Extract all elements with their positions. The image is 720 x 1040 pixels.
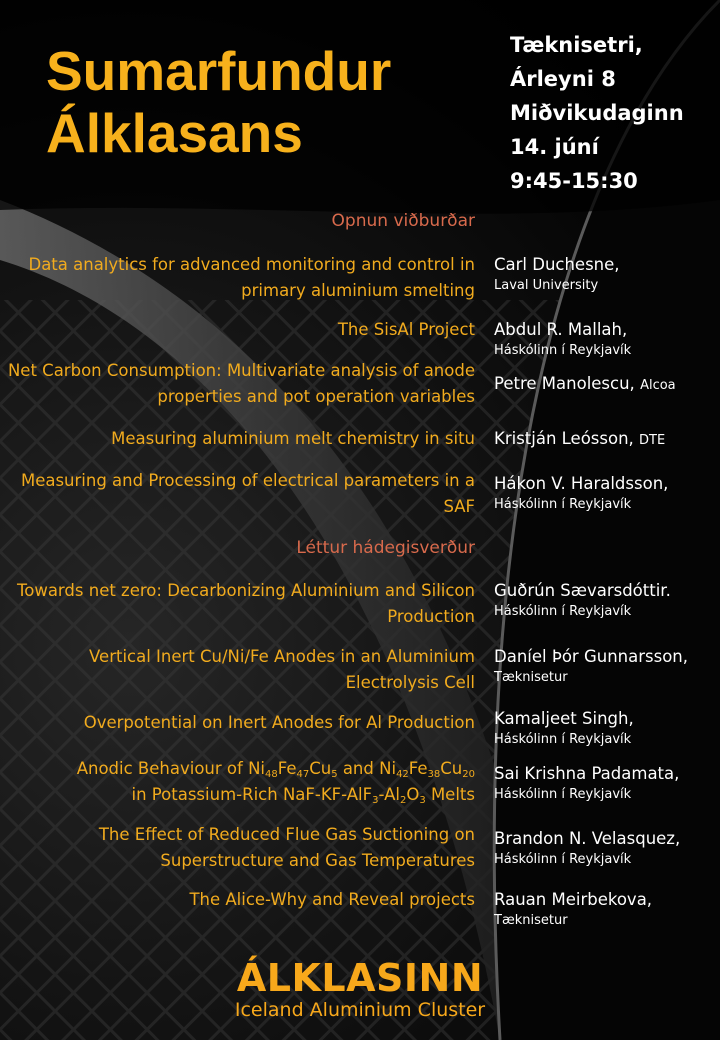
logo-tagline: Iceland Aluminium Cluster [234, 999, 486, 1021]
event-time: 9:45-15:30 [510, 169, 638, 193]
section-lunch: Léttur hádegisverður [296, 538, 475, 558]
speaker-affiliation: Laval University [494, 278, 599, 293]
speaker-name: Daníel Þór Gunnarsson, [494, 647, 688, 666]
speaker-name: Petre Manolescu, [494, 374, 635, 393]
subscript: 3 [419, 795, 426, 806]
logo-name: ÁLKLASINN [236, 956, 484, 1000]
event-info [510, 28, 715, 198]
event-location-line1: Tæknisetri, [510, 33, 643, 57]
subscript: 20 [462, 769, 475, 780]
title-text: Melts [425, 785, 475, 804]
title-text: Fe [277, 759, 297, 778]
subscript: 38 [427, 769, 441, 780]
talk-title: The SisAl Project [337, 320, 475, 339]
poster-title-line1: Sumarfundur [46, 40, 392, 102]
title-text: Cu [440, 759, 463, 778]
title-text: in Potassium-Rich [131, 785, 283, 804]
speaker-affiliation: Háskólinn í Reykjavík [494, 604, 632, 619]
talk-title: Data analytics for advanced monitoring and control in primary aluminium smelting [28, 255, 475, 300]
subscript: 3 [372, 795, 379, 806]
talk-speaker [494, 317, 718, 359]
title-text: -Al [378, 785, 400, 804]
subscript: 47 [296, 769, 310, 780]
speaker-affiliation: Háskólinn í Reykjavík [494, 343, 632, 358]
talk-title [5, 756, 475, 808]
talk-title: Net Carbon Consumption: Multivariate analysis of anode properties and pot operation variables [7, 361, 475, 406]
talk-speaker [494, 644, 718, 686]
talk-speaker [494, 761, 718, 803]
talk-title: Measuring aluminium melt chemistry in situ [111, 429, 475, 448]
talk-title: Measuring and Processing of electrical parameters in a SAF [20, 471, 475, 516]
subscript: 42 [396, 769, 409, 780]
speaker-affiliation: Háskólinn í Reykjavík [494, 497, 632, 512]
speaker-affiliation: Háskólinn í Reykjavík [494, 852, 632, 867]
talk-title: Overpotential on Inert Anodes for Al Production [83, 713, 475, 732]
speaker-name: Carl Duchesne, [494, 255, 620, 274]
title-text: Ni [248, 759, 265, 778]
speaker-name: Abdul R. Mallah, [494, 320, 628, 339]
title-text: O [406, 785, 420, 804]
title-text: NaF-KF-AlF [282, 785, 373, 804]
talk-speaker [494, 252, 718, 294]
speaker-name: Rauan Meirbekova, [494, 890, 653, 909]
speaker-name: Kamaljeet Singh, [494, 709, 634, 728]
talk-title: Vertical Inert Cu/Ni/Fe Anodes in an Aluminium Electrolysis Cell [89, 647, 475, 692]
talk-speaker [494, 578, 718, 620]
speaker-affiliation: Háskólinn í Reykjavík [494, 732, 632, 747]
title-text: and [337, 759, 380, 778]
talk-speaker [494, 471, 718, 513]
speaker-affiliation: Tæknisetur [494, 670, 568, 685]
speaker-name-row [494, 371, 718, 399]
talk-speaker [494, 426, 718, 454]
event-location-line2: Árleyni 8 [510, 67, 616, 91]
title-text: Ni [379, 759, 397, 778]
talk-speaker [494, 887, 718, 929]
subscript: 5 [331, 769, 338, 780]
title-text: Fe [408, 759, 428, 778]
speaker-name: Guðrún Sævarsdóttir. [494, 581, 671, 600]
speaker-name-row [494, 426, 718, 454]
poster-title-line2: Álklasans [46, 102, 303, 164]
title-text: Anodic Behaviour of [76, 759, 249, 778]
speaker-name: Hákon V. Haraldsson, [494, 474, 669, 493]
talk-title: The Alice-Why and Reveal projects [189, 890, 475, 909]
speaker-name: Sai Krishna Padamata, [494, 764, 680, 783]
speaker-affiliation: DTE [639, 433, 666, 448]
speaker-affiliation: Alcoa [640, 378, 676, 393]
subscript: 2 [399, 795, 407, 806]
subscript: 48 [265, 769, 278, 780]
alklasinn-logo [0, 958, 720, 1021]
event-date: 14. júní [510, 135, 599, 159]
speaker-name: Kristján Leósson, [494, 429, 634, 448]
event-weekday: Miðvikudaginn [510, 101, 684, 125]
section-opening: Opnun viðburðar [331, 211, 475, 231]
speaker-affiliation: Háskólinn í Reykjavík [494, 787, 632, 802]
talk-speaker [494, 706, 718, 748]
title-text: Cu [309, 759, 332, 778]
talk-speaker [494, 826, 718, 868]
talk-speaker [494, 371, 718, 399]
talk-title: The Effect of Reduced Flue Gas Suctioning on Superstructure and Gas Temperatures [98, 825, 475, 870]
speaker-affiliation: Tæknisetur [494, 913, 568, 928]
talk-title: Towards net zero: Decarbonizing Aluminium and Silicon Production [16, 581, 475, 626]
speaker-name: Brandon N. Velasquez, [494, 829, 681, 848]
